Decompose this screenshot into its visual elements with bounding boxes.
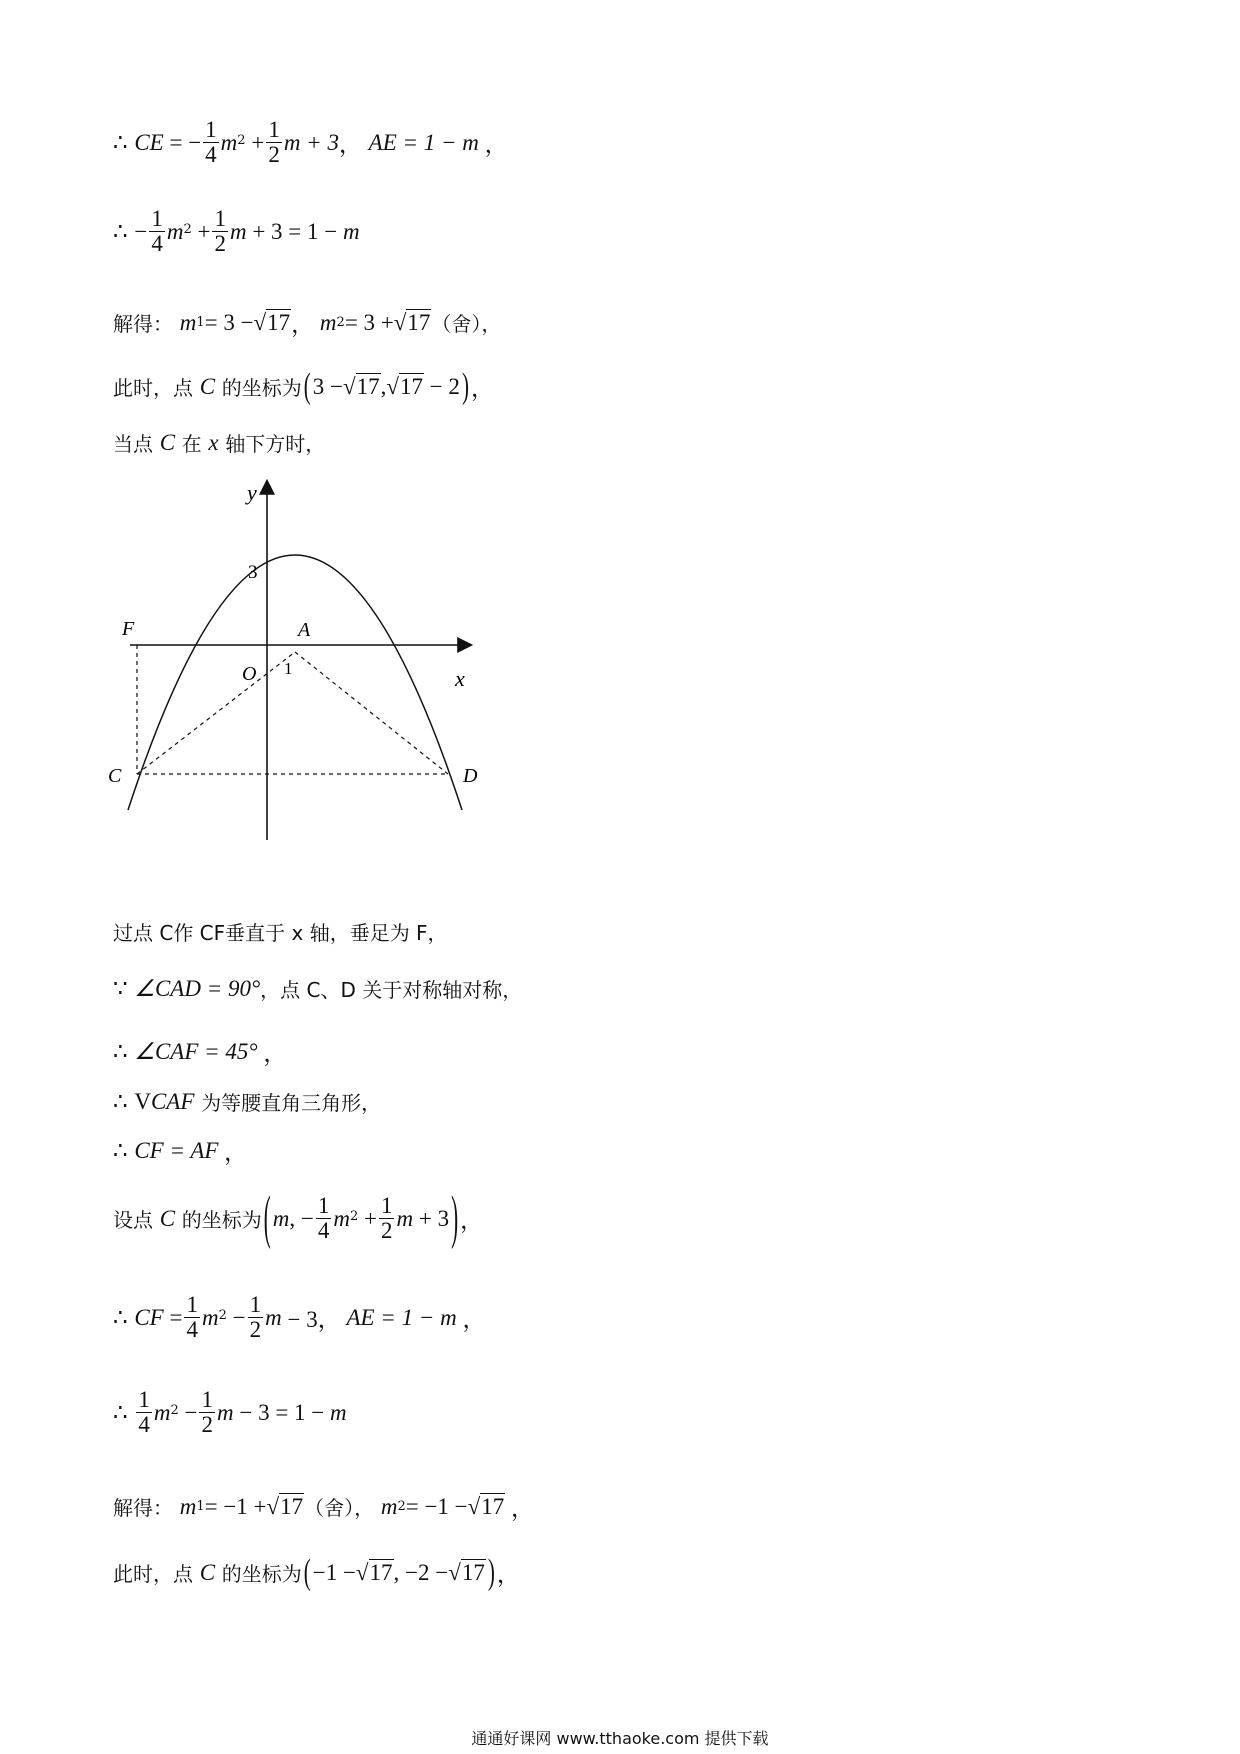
svg-text:3: 3 (248, 562, 258, 583)
svg-text:O: O (242, 663, 257, 685)
line-angle-caf: ∴ ∠CAF = 45° ， (113, 1038, 287, 1066)
line-because-angle: ∵ ∠CAD = 90° ，点 C、D 关于对称轴对称， (113, 975, 523, 1002)
svg-text:C: C (108, 765, 122, 787)
line-equation-2: ∴ $\frac{1}{4}$ m 2 − $\frac{1}{2}$ m − 3 = 1 − m (113, 1387, 347, 1438)
parabola (128, 555, 462, 810)
page-footer: 通通好课网 www.tthaoke.com 提供下载 (471, 1729, 769, 1748)
line-solution-1: 解得： m 1 = 3 − √17 ， m 2 = 3 + √17 （舍）， (113, 309, 502, 337)
svg-text:F: F (122, 618, 135, 640)
svg-text:A: A (298, 619, 311, 641)
svg-text:D: D (463, 765, 478, 787)
fraction: $\frac{1}{4}$ (151, 206, 163, 257)
line-cf-af: ∴ CF = AF ， (113, 1137, 248, 1165)
line-equation-1: ∴ − $\frac{1}{4}$ m 2 + $\frac{1}{2}$ m + 3 = 1 − m (113, 206, 360, 257)
fraction: $\frac{1}{4}$ (205, 117, 217, 168)
parabola-curve (128, 467, 462, 808)
line-solution-2: 解得： m 1 = −1 + √17 （舍）， m 2 = −1 − √17 ， (113, 1493, 535, 1521)
fraction: $\frac{1}{2}$ (268, 117, 280, 168)
line-isosceles: ∴ V CAF 为等腰直角三角形， (113, 1088, 382, 1115)
line-construct-cf: 过点 C作 CF垂直于 x 轴，垂足为 F， (113, 921, 448, 945)
line-coordinate-2: 此时，点 C 的坐标为 ( −1 − √17 , −2 − √17 ) ， (113, 1551, 520, 1593)
sqrt: √17 (393, 309, 431, 335)
line-set-c: 设点 C 的坐标为 ( m , − $\frac{1}{4}$ m 2 + $\frac{1}{2}$ m + 3 ) ， (113, 1183, 484, 1251)
dashed-ca (137, 652, 295, 774)
line-ce-expression: ∴ CE = − $\frac{1}{4}$ m 2 + $\frac{1}{2}$ m + 3 ， AE = 1 − m ， (113, 117, 508, 168)
dashed-ad (295, 652, 448, 774)
sqrt: √17 (253, 309, 291, 335)
line-coordinate-1: 此时，点 C 的坐标为 ( 3 − √17 , √17 − 2 ) ， (113, 365, 494, 407)
line-cf-expression: ∴ CF = $\frac{1}{4}$ m 2 − $\frac{1}{2}$ m − 3， AE = 1 − m ， (113, 1292, 486, 1343)
svg-text:x: x (455, 666, 465, 691)
svg-text:1: 1 (284, 659, 293, 678)
fraction: $\frac{1}{2}$ (214, 206, 226, 257)
line-case-below: 当点 C 在 x 轴下方时， (113, 429, 326, 456)
svg-text:y: y (247, 480, 257, 505)
parabola-figure (110, 470, 480, 850)
